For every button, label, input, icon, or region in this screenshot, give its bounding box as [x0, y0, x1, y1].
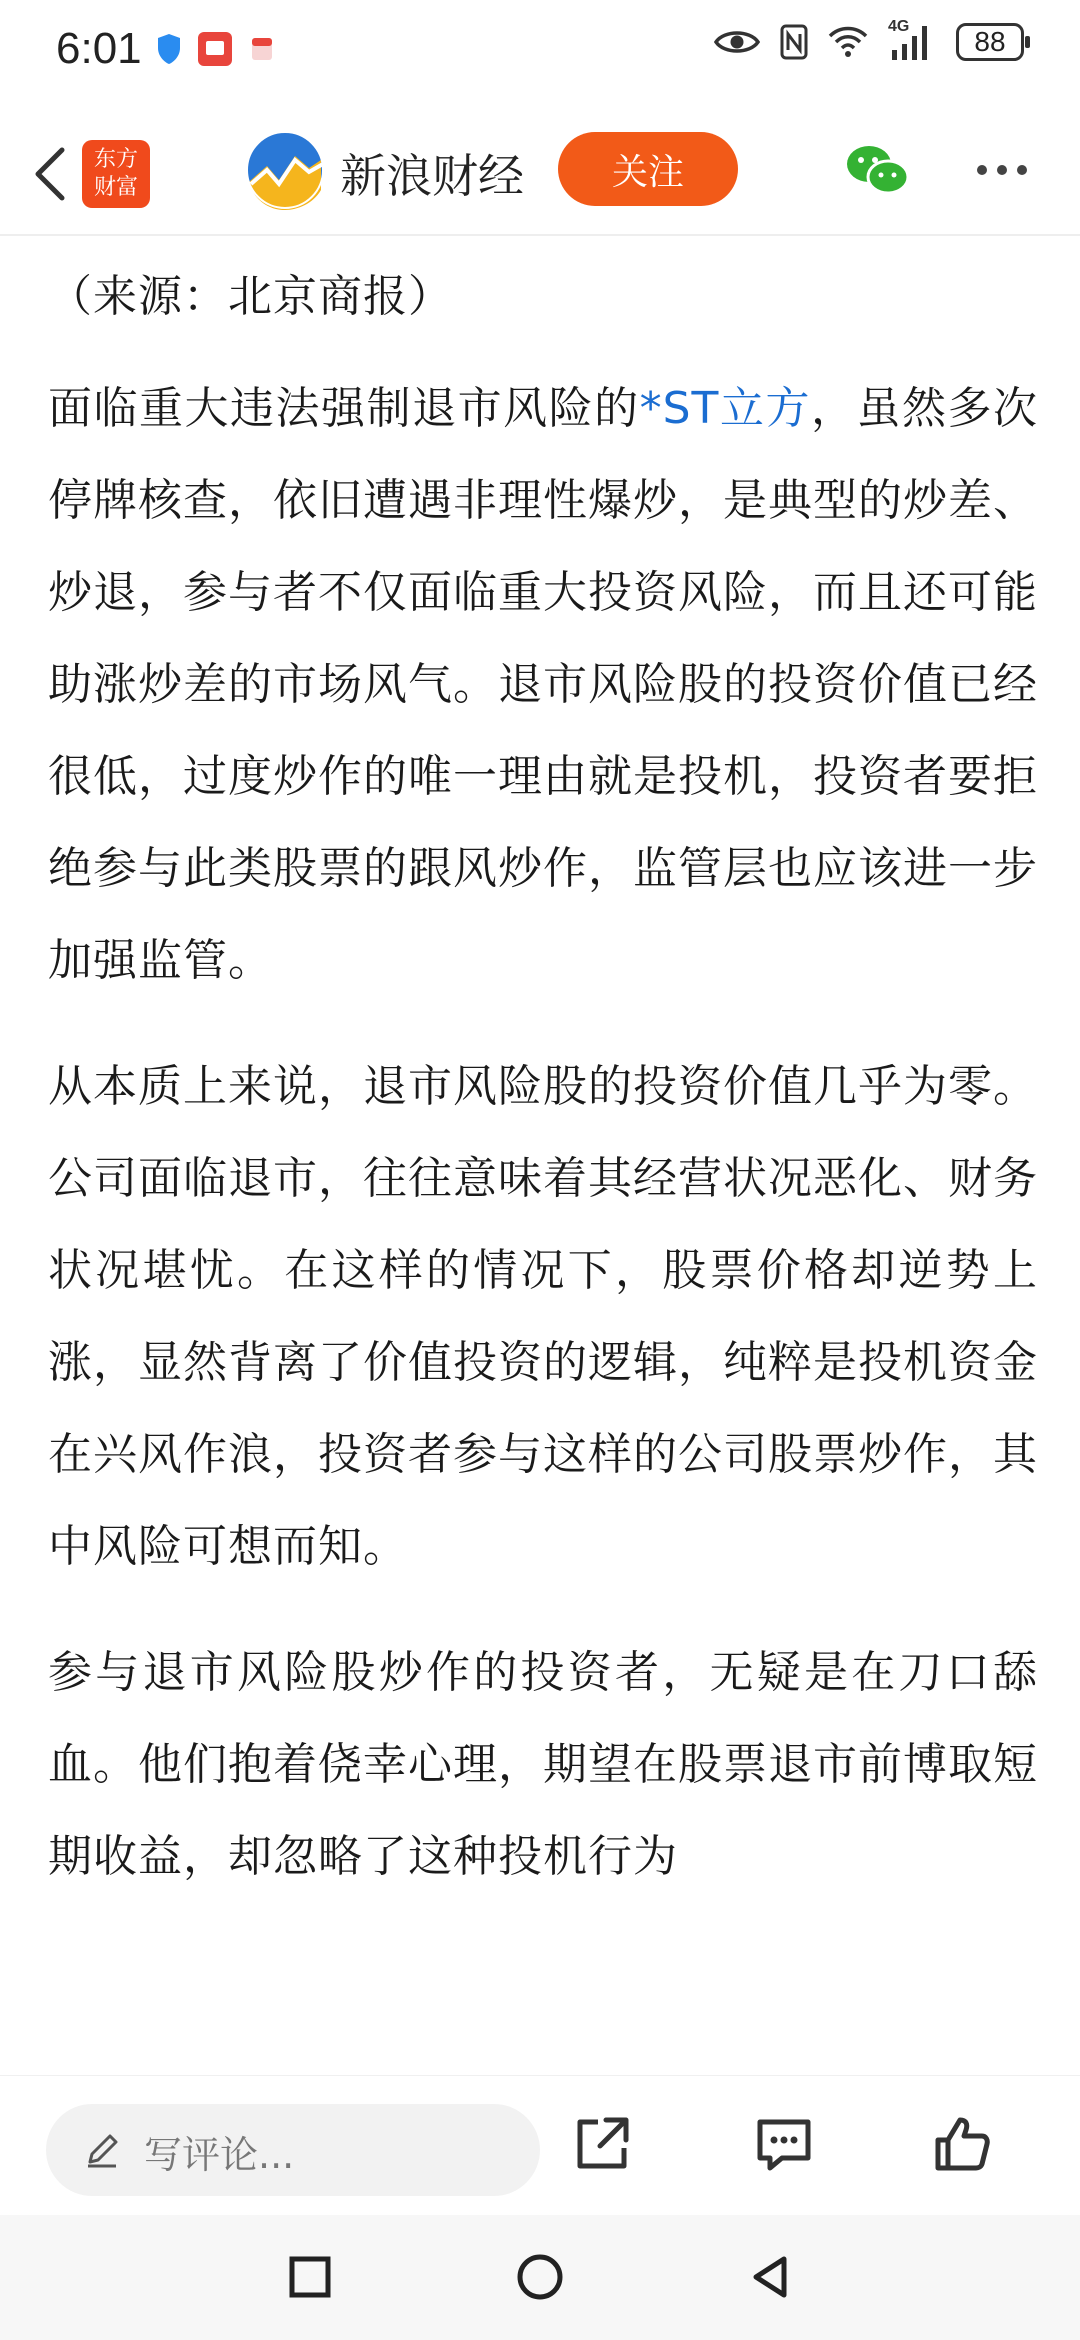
- like-icon[interactable]: [930, 2112, 994, 2176]
- sina-finance-logo[interactable]: [245, 130, 325, 210]
- stock-link[interactable]: *ST立方: [639, 383, 811, 434]
- pen-icon: [82, 2130, 122, 2170]
- back-triangle-icon[interactable]: [740, 2247, 800, 2307]
- article-paragraph-2: 从本质上来说，退市风险股的投资价值几乎为零。公司面临退市，往往意味着其经营状况恶化、财务状况堪忧。在这样的情况下，股票价格却逆势上涨，显然背离了价值投资的逻辑，纯粹是投机资金在兴风作浪，投资者参与这样的公司股票炒作，其中风险可想而知。: [48, 1061, 1038, 1572]
- article-source: （来源：北京商报）: [48, 271, 453, 322]
- comment-input[interactable]: [46, 2104, 540, 2196]
- more-options-icon[interactable]: [972, 146, 1032, 194]
- article-header: [0, 118, 1080, 230]
- comment-icon[interactable]: [752, 2112, 816, 2176]
- status-right-cluster: [714, 18, 1024, 62]
- channel-name[interactable]: 新浪财经: [340, 149, 524, 203]
- status-time: 6:01: [56, 24, 142, 73]
- mail-icon: [198, 32, 232, 66]
- paragraph-1-text-after: ，虽然多次停牌核查，依旧遭遇非理性爆炒，是典型的炒差、炒退，参与者不仅面临重大投资风险，而且还可能助涨炒差的市场风气。退市风险股的投资价值已经很低，过度炒作的唯一理由就是投机，投资者要拒绝参与此类股票的跟风炒作，监管层也应该进一步加强监管。: [48, 383, 1038, 986]
- header-divider: [0, 234, 1080, 236]
- wechat-share-icon[interactable]: [844, 142, 910, 198]
- paragraph-1-text-before: 面临重大违法强制退市风险的: [48, 383, 640, 434]
- follow-button[interactable]: 关注: [558, 132, 738, 206]
- network-type: 4G: [888, 18, 910, 35]
- article-paragraph-1: [48, 363, 1038, 1007]
- nfc-icon: [780, 24, 808, 60]
- article-paragraph-3: 参与退市风险股炒作的投资者，无疑是在刀口舔血。他们抱着侥幸心理，期望在股票退市前博取短期收益，却忽略了这种投机行为: [48, 1647, 1038, 1882]
- shield-icon: [156, 32, 182, 66]
- article-body: [48, 255, 1038, 2075]
- app-logo-line2: 财富: [93, 175, 138, 200]
- battery-icon: 88: [956, 23, 1024, 61]
- status-bar: [0, 0, 1080, 100]
- calendar-icon: [250, 32, 274, 66]
- bottom-action-bar: [0, 2075, 1080, 2216]
- wifi-icon: [828, 26, 868, 58]
- system-nav-bar: [0, 2215, 1080, 2340]
- home-icon[interactable]: [510, 2247, 570, 2307]
- app-logo-line1: 东方: [93, 147, 138, 172]
- eye-icon: [714, 27, 760, 57]
- recent-apps-icon[interactable]: [280, 2247, 340, 2307]
- share-icon[interactable]: [570, 2112, 634, 2176]
- comment-placeholder: 写评论...: [144, 2133, 295, 2177]
- back-arrow-icon[interactable]: [22, 138, 82, 210]
- signal-icon: [888, 18, 936, 62]
- app-logo[interactable]: [82, 140, 150, 208]
